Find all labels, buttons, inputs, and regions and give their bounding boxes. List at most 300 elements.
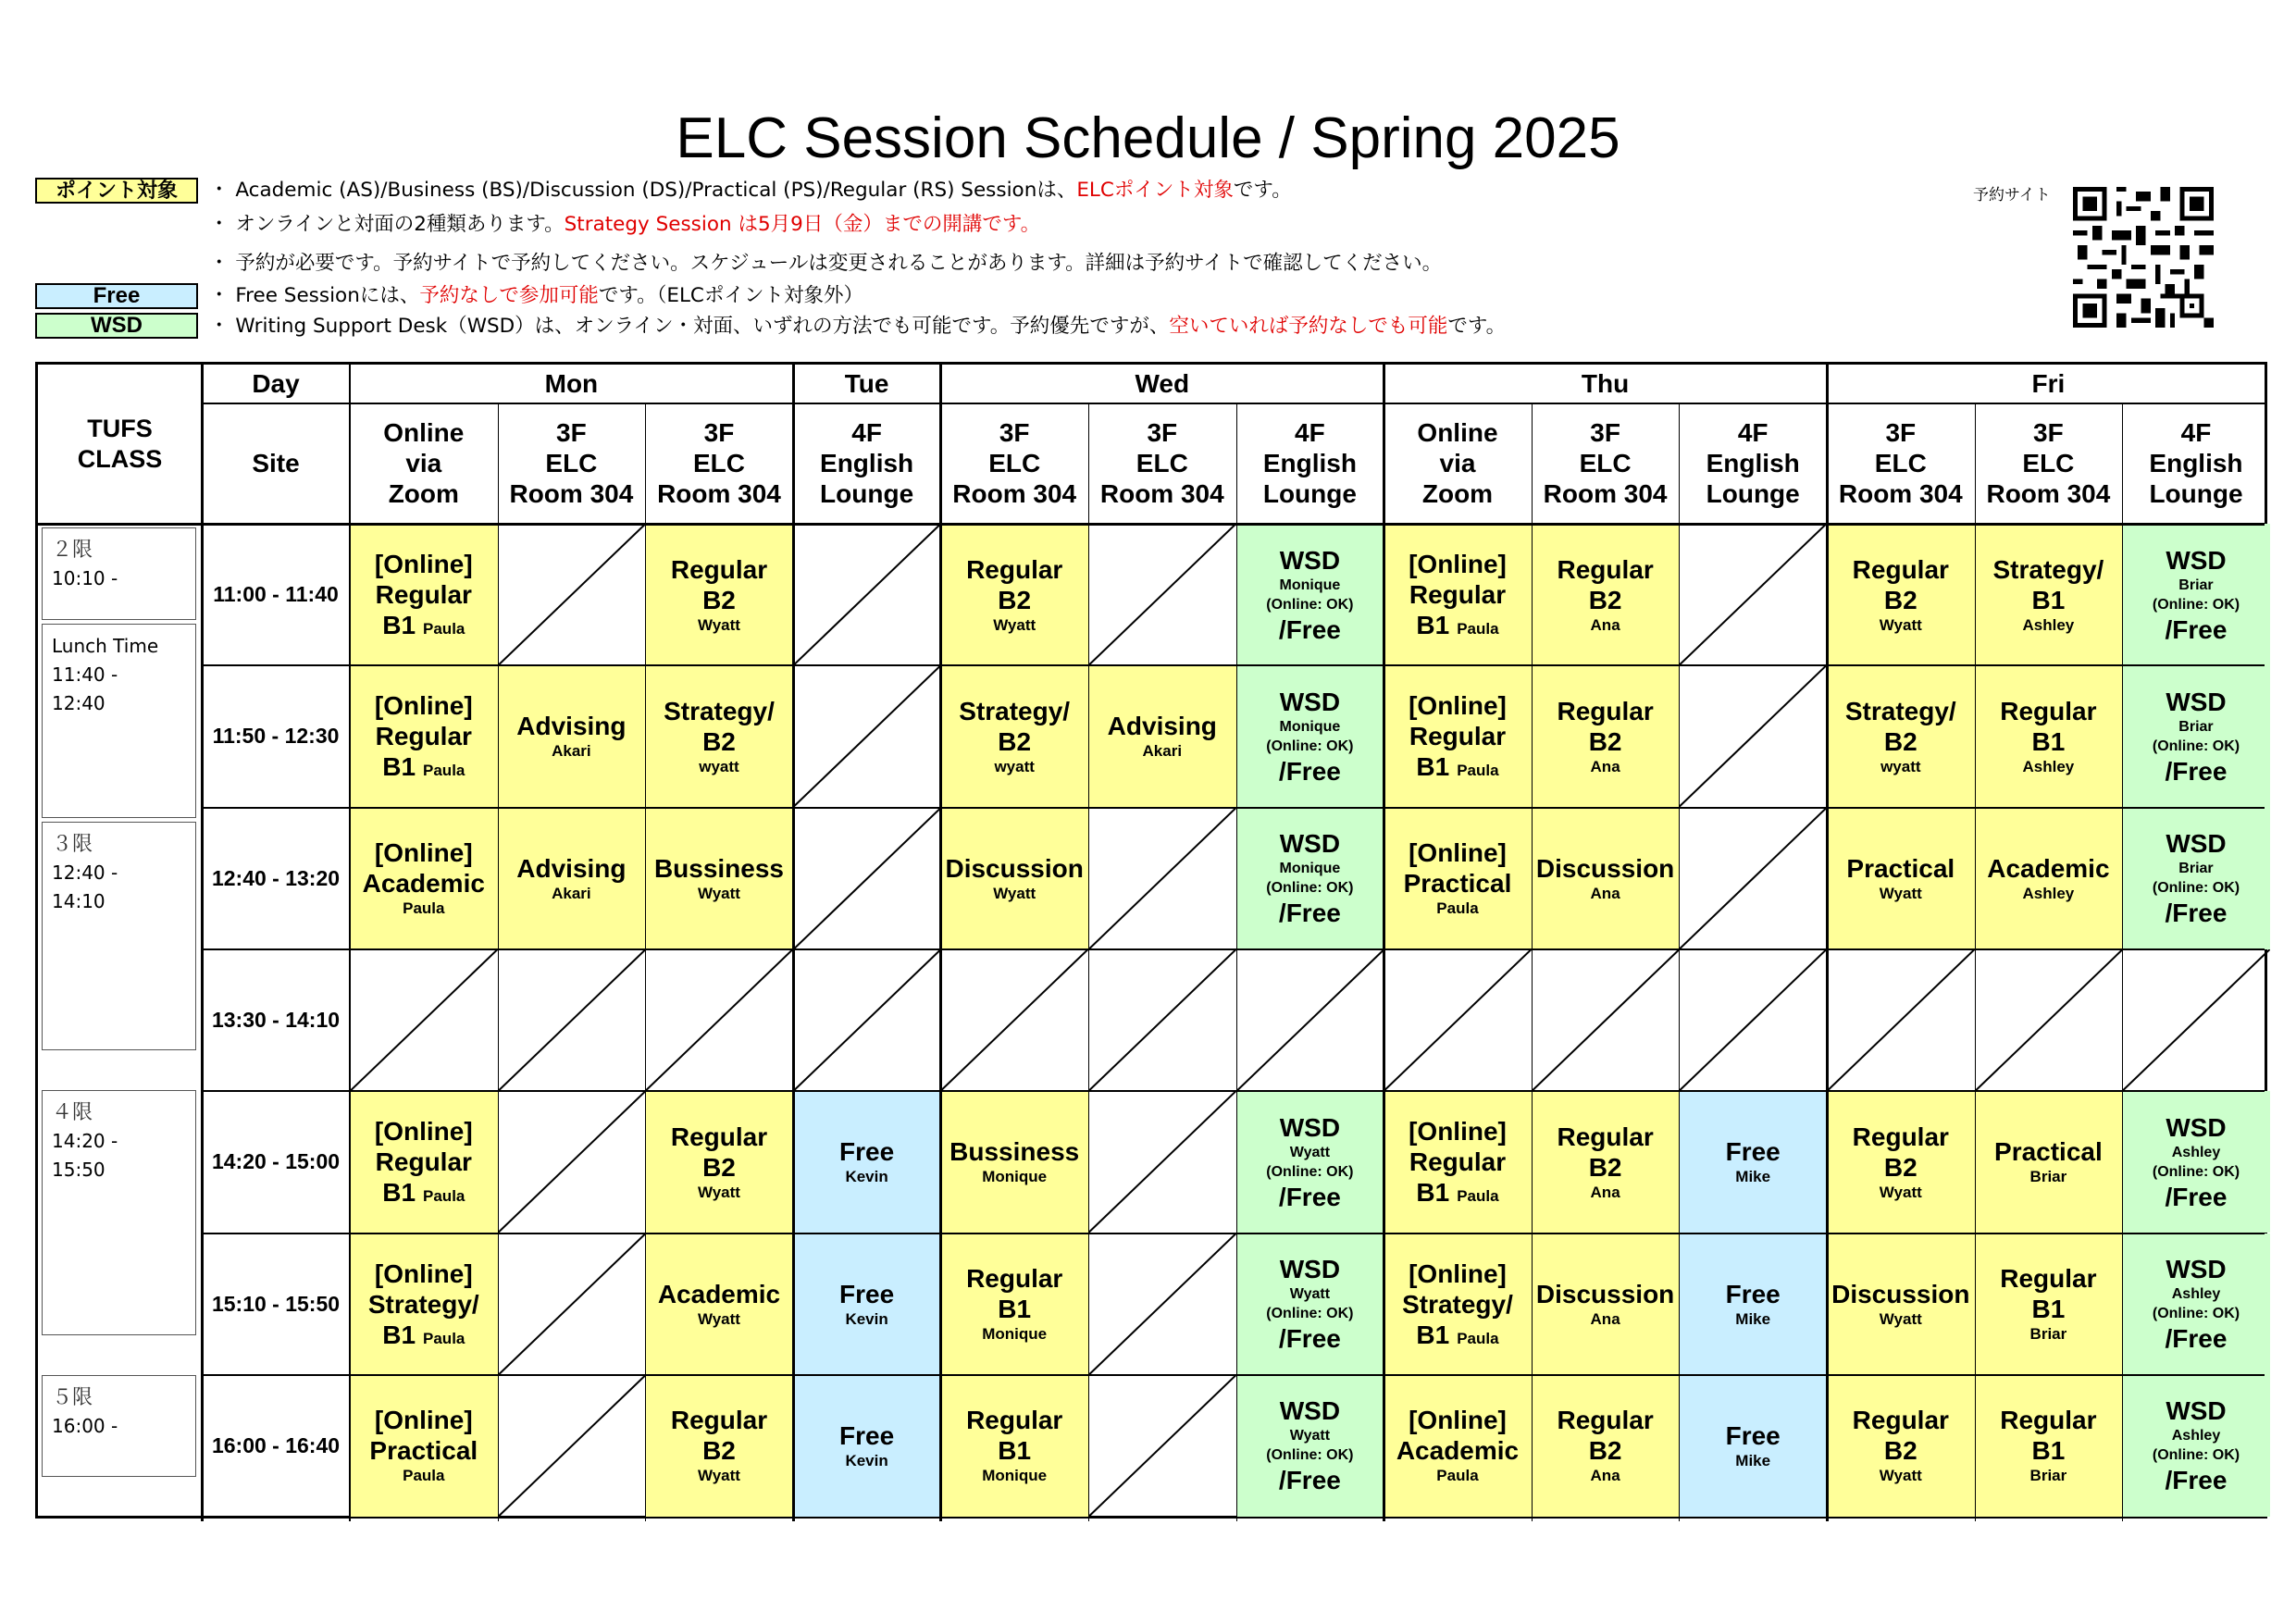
session-cell[interactable]	[645, 665, 793, 807]
col-divider	[1826, 365, 1829, 1521]
wsd-title: WSD	[1279, 1112, 1341, 1142]
session-cell[interactable]	[1975, 1233, 2123, 1375]
session-cell[interactable]	[645, 1233, 793, 1375]
diagonal-slash-icon	[793, 665, 941, 807]
wsd-free: /Free	[1278, 614, 1341, 644]
note-points: ・ Academic (AS)/Business (BS)/Discussion (DS)/Practical (PS)/Regular (RS) Sessionは、ELCポイント対象です。	[209, 179, 1292, 202]
session-label: B2	[1588, 726, 1622, 756]
empty-slot	[1088, 1375, 1236, 1517]
session-label: Regular	[1852, 554, 1949, 584]
diagonal-slash-icon	[498, 1233, 646, 1375]
time-label: 13:30 - 14:10	[211, 1008, 341, 1033]
staff-name: Kevin	[845, 1309, 888, 1328]
wsd-online: (Online: OK)	[1266, 1447, 1354, 1464]
site-line: 3F	[2033, 418, 2064, 447]
staff-name: Wyatt	[993, 615, 1036, 634]
session-label: Regular	[375, 1147, 472, 1177]
session-cell[interactable]	[1384, 1091, 1532, 1233]
session-label: [Online]	[374, 1258, 473, 1288]
session-cell[interactable]	[1827, 1091, 1975, 1233]
schedule-table	[35, 362, 2267, 1519]
site-line: 4F	[1737, 418, 1769, 447]
row-divider	[202, 1233, 2265, 1234]
staff-name: Paula	[423, 762, 465, 780]
session-cell[interactable]	[2122, 1233, 2270, 1375]
session-cell[interactable]	[1236, 1375, 1384, 1517]
col-divider	[1532, 403, 1533, 1521]
time-slot	[202, 524, 350, 665]
session-label: B2	[998, 585, 1032, 614]
legend-points: ポイント対象	[35, 178, 198, 204]
session-label: Strategy/	[1402, 1289, 1513, 1319]
qr-code-icon[interactable]	[2073, 187, 2214, 328]
wsd-title: WSD	[1279, 1396, 1341, 1426]
staff-name: Monique	[1279, 718, 1341, 735]
site-line: English	[1706, 449, 1800, 477]
session-cell[interactable]	[2122, 808, 2270, 949]
time-slot	[202, 808, 350, 949]
day-header-thu	[1384, 365, 1827, 403]
staff-name: Wyatt	[697, 615, 740, 634]
staff-name: Paula	[403, 899, 445, 918]
staff-name: Paula	[403, 1467, 445, 1485]
time-label: 16:00 - 16:40	[211, 1432, 341, 1457]
wsd-online: (Online: OK)	[1266, 596, 1354, 613]
staff-name: Wyatt	[1879, 884, 1922, 902]
session-cell[interactable]	[1532, 524, 1680, 665]
session-label: Regular	[2000, 1406, 2097, 1435]
staff-name: Wyatt	[1879, 615, 1922, 634]
site-line: Online	[1417, 418, 1498, 447]
session-label: Regular	[1557, 1122, 1654, 1151]
staff-name: Wyatt	[1289, 1286, 1331, 1303]
session-cell[interactable]	[1827, 524, 1975, 665]
session-level	[382, 751, 465, 782]
session-label: B2	[702, 1152, 736, 1182]
wsd-online: (Online: OK)	[1266, 1163, 1354, 1180]
session-cell[interactable]	[1384, 808, 1532, 949]
session-cell[interactable]	[1384, 665, 1532, 807]
day-header-fri	[1827, 365, 2270, 403]
session-cell[interactable]	[1384, 524, 1532, 665]
session-cell[interactable]	[1827, 1233, 1975, 1375]
staff-name: Ashley	[2171, 1144, 2221, 1160]
period-label: ４限	[52, 1101, 93, 1124]
session-label: [Online]	[374, 550, 473, 579]
session-label: Bussiness	[949, 1137, 1080, 1167]
session-cell[interactable]	[1975, 665, 2123, 807]
session-label: Regular	[375, 722, 472, 751]
wsd-online: (Online: OK)	[2152, 596, 2240, 613]
wsd-online: (Online: OK)	[2152, 880, 2240, 897]
diagonal-slash-icon	[1088, 1375, 1236, 1517]
session-cell[interactable]	[1975, 1091, 2123, 1233]
session-cell[interactable]	[645, 808, 793, 949]
site-header-1	[498, 403, 646, 524]
empty-slot	[793, 949, 941, 1091]
row-divider	[202, 1374, 2265, 1376]
session-cell[interactable]	[793, 1091, 941, 1233]
session-label: B1	[998, 1436, 1032, 1466]
staff-name: Briar	[2178, 718, 2214, 735]
site-line: 3F	[1885, 418, 1917, 447]
site-line: ELC	[545, 449, 598, 477]
session-label: Strategy/	[367, 1289, 479, 1319]
empty-slot	[1088, 808, 1236, 949]
note-reservation: ・ 予約が必要です。予約サイトで予約してください。スケジュールは変更されることがあります。詳細は予約サイトで確認してください。	[209, 252, 1443, 275]
empty-slot	[1236, 949, 1384, 1091]
session-label: [Online]	[1409, 838, 1507, 868]
session-label: Regular	[670, 554, 768, 584]
wsd-free: /Free	[1278, 1324, 1341, 1354]
session-label: Practical	[369, 1436, 478, 1466]
session-cell[interactable]	[2122, 665, 2270, 807]
day-name: Wed	[1135, 369, 1190, 398]
session-label: B2	[702, 1436, 736, 1466]
day-label: Day	[252, 369, 300, 398]
site-line: 4F	[2180, 418, 2212, 447]
session-label: Regular	[2000, 696, 2097, 725]
col-divider	[645, 403, 646, 1521]
wsd-title: WSD	[2166, 1396, 2227, 1426]
session-cell[interactable]	[2122, 1091, 2270, 1233]
session-cell[interactable]	[645, 1091, 793, 1233]
staff-name: Ashley	[2022, 757, 2075, 775]
level-text: B1	[1416, 1320, 1450, 1349]
session-cell[interactable]	[2122, 1375, 2270, 1517]
session-cell[interactable]	[1236, 1091, 1384, 1233]
time-label: 11:50 - 12:30	[212, 724, 340, 749]
staff-name: Akari	[1142, 742, 1183, 761]
session-cell[interactable]	[498, 808, 646, 949]
site-header-7	[1384, 403, 1532, 524]
session-cell[interactable]	[1236, 665, 1384, 807]
diagonal-slash-icon	[1679, 949, 1827, 1091]
session-level	[382, 610, 465, 640]
session-label: Discussion	[945, 853, 1084, 883]
session-level	[1416, 1177, 1498, 1208]
wsd-online: (Online: OK)	[1266, 1306, 1354, 1322]
staff-name: Ashley	[2171, 1428, 2221, 1444]
period-time: Lunch Time 11:40 - 12:40	[52, 635, 159, 714]
staff-name: Ana	[1590, 1183, 1620, 1201]
site-line: 3F	[1590, 418, 1620, 447]
session-label: B2	[1883, 1152, 1917, 1182]
staff-name: Paula	[423, 1187, 465, 1206]
staff-name: Wyatt	[1879, 1183, 1922, 1201]
session-cell[interactable]	[793, 1233, 941, 1375]
session-cell[interactable]	[1679, 1375, 1827, 1517]
period-label: ２限	[52, 539, 93, 562]
empty-slot	[793, 665, 941, 807]
session-cell[interactable]	[940, 1233, 1088, 1375]
session-label: Free	[1725, 1420, 1781, 1450]
session-label: B2	[702, 585, 736, 614]
session-label: B2	[702, 726, 736, 756]
session-cell[interactable]	[645, 524, 793, 665]
time-slot	[202, 1091, 350, 1233]
wsd-online: (Online: OK)	[1266, 738, 1354, 754]
tufs-class-period	[42, 822, 196, 1050]
wsd-title: WSD	[2166, 545, 2227, 575]
session-label: [Online]	[1409, 691, 1507, 721]
tufs-class-period	[42, 1090, 196, 1335]
session-cell[interactable]	[350, 1233, 498, 1375]
session-cell[interactable]	[1975, 808, 2123, 949]
session-label: [Online]	[1409, 1258, 1507, 1288]
staff-name: Paula	[1457, 620, 1499, 638]
diagonal-slash-icon	[1827, 949, 1975, 1091]
site-line: Room 304	[1838, 479, 1963, 508]
empty-slot	[1679, 524, 1827, 665]
site-line: ELC	[1579, 449, 1632, 477]
site-line: Room 304	[509, 479, 634, 508]
wsd-title: WSD	[2166, 829, 2227, 859]
session-cell[interactable]	[1827, 1375, 1975, 1517]
session-label: Regular	[1557, 696, 1654, 725]
site-line: Online	[383, 418, 465, 447]
empty-slot	[498, 1233, 646, 1375]
diagonal-slash-icon	[645, 949, 793, 1091]
session-label: B1	[2031, 585, 2066, 614]
session-cell[interactable]	[350, 665, 498, 807]
diagonal-slash-icon	[1975, 949, 2123, 1091]
session-cell[interactable]	[1679, 1091, 1827, 1233]
col-divider	[1679, 403, 1680, 1521]
col-divider	[2122, 403, 2123, 1521]
time-slot	[202, 665, 350, 807]
empty-slot	[498, 1375, 646, 1517]
session-cell[interactable]	[1827, 808, 1975, 949]
qr-label: 予約サイト	[1973, 186, 2051, 205]
staff-name: Ana	[1590, 1309, 1620, 1328]
time-slot	[202, 1375, 350, 1517]
empty-slot	[1088, 1091, 1236, 1233]
day-header	[202, 365, 350, 403]
session-cell[interactable]	[940, 808, 1088, 949]
site-line: English	[2149, 449, 2243, 477]
diagonal-slash-icon	[2122, 949, 2270, 1091]
session-label: [Online]	[1409, 550, 1507, 579]
header-divider	[202, 403, 2265, 404]
staff-name: Paula	[1457, 1187, 1499, 1206]
session-level	[1416, 1320, 1498, 1350]
session-level	[1416, 610, 1498, 640]
session-label: Free	[839, 1279, 895, 1308]
col-divider	[939, 365, 942, 1521]
site-line: Zoom	[1421, 479, 1494, 508]
session-label: [Online]	[374, 1406, 473, 1435]
day-header-wed	[940, 365, 1384, 403]
wsd-free: /Free	[2165, 756, 2228, 786]
wsd-title: WSD	[1279, 1255, 1341, 1284]
wsd-online: (Online: OK)	[2152, 1447, 2240, 1464]
day-name: Thu	[1581, 369, 1630, 398]
session-label: B2	[1883, 726, 1917, 756]
empty-slot	[1679, 949, 1827, 1091]
wsd-title: WSD	[1279, 545, 1341, 575]
session-cell[interactable]	[940, 1091, 1088, 1233]
staff-name: Mike	[1735, 1168, 1771, 1186]
wsd-title: WSD	[1279, 829, 1341, 859]
day-header-tue	[793, 365, 941, 403]
session-label: B1	[2031, 1436, 2066, 1466]
wsd-online: (Online: OK)	[1266, 880, 1354, 897]
session-cell[interactable]	[1088, 665, 1236, 807]
session-cell[interactable]	[1384, 1233, 1532, 1375]
wsd-title: WSD	[1279, 687, 1341, 716]
legend-free: Free	[35, 283, 198, 309]
level-text: B1	[1416, 611, 1450, 640]
session-cell[interactable]	[2122, 524, 2270, 665]
wsd-free: /Free	[1278, 1182, 1341, 1211]
diagonal-slash-icon	[793, 808, 941, 949]
session-cell[interactable]	[350, 1091, 498, 1233]
session-label: B2	[998, 726, 1032, 756]
col-divider	[1236, 403, 1237, 1521]
site-line: ELC	[2022, 449, 2075, 477]
wsd-online: (Online: OK)	[2152, 1163, 2240, 1180]
session-cell[interactable]	[1236, 808, 1384, 949]
site-header-9	[1679, 403, 1827, 524]
session-label: Practical	[1846, 853, 1955, 883]
empty-slot	[1532, 949, 1680, 1091]
session-cell[interactable]	[1532, 1375, 1680, 1517]
class-col-divider	[201, 365, 204, 1521]
staff-name: Mike	[1735, 1451, 1771, 1469]
level-text: B1	[1416, 752, 1450, 782]
site-header-0	[350, 403, 498, 524]
wsd-free: /Free	[2165, 899, 2228, 928]
site-line: Room 304	[952, 479, 1077, 508]
site-line: 4F	[851, 418, 882, 447]
empty-slot	[1384, 949, 1532, 1091]
site-header-4	[940, 403, 1088, 524]
session-label: Strategy/	[1844, 696, 1956, 725]
site-line: English	[1262, 449, 1357, 477]
site-line: ELC	[1874, 449, 1927, 477]
session-cell[interactable]	[940, 524, 1088, 665]
wsd-title: WSD	[2166, 1112, 2227, 1142]
session-label: [Online]	[1409, 1117, 1507, 1147]
row-divider	[202, 1090, 2265, 1092]
session-cell[interactable]	[793, 1375, 941, 1517]
wsd-free: /Free	[2165, 614, 2228, 644]
session-label: Advising	[1107, 712, 1217, 741]
empty-slot	[1679, 808, 1827, 949]
session-cell[interactable]	[940, 665, 1088, 807]
session-label: Discussion	[1831, 1279, 1970, 1308]
site-line: 3F	[1147, 418, 1178, 447]
staff-name: Paula	[1457, 762, 1499, 780]
wsd-free: /Free	[1278, 756, 1341, 786]
site-header-6	[1236, 403, 1384, 524]
tufs-class-label: TUFS CLASS	[77, 415, 163, 473]
empty-slot	[2122, 949, 2270, 1091]
diagonal-slash-icon	[1088, 1233, 1236, 1375]
session-label: Regular	[1409, 580, 1507, 610]
diagonal-slash-icon	[1088, 808, 1236, 949]
session-label: Practical	[1994, 1137, 2103, 1167]
col-divider	[1383, 365, 1385, 1521]
diagonal-slash-icon	[1088, 1091, 1236, 1233]
staff-name: Wyatt	[697, 1467, 740, 1485]
session-cell[interactable]	[350, 1375, 498, 1517]
site-line: Lounge	[2149, 479, 2243, 508]
staff-name: Wyatt	[993, 884, 1036, 902]
staff-name: Briar	[2029, 1325, 2067, 1344]
session-label: Advising	[516, 853, 627, 883]
diagonal-slash-icon	[793, 949, 941, 1091]
time-label: 12:40 - 13:20	[211, 865, 341, 890]
staff-name: Paula	[423, 1329, 465, 1347]
staff-name: Wyatt	[697, 1309, 740, 1328]
site-line: Lounge	[1706, 479, 1800, 508]
session-cell[interactable]	[1827, 665, 1975, 807]
staff-name: Paula	[1436, 1467, 1479, 1485]
session-cell[interactable]	[1532, 808, 1680, 949]
staff-name: Wyatt	[1289, 1144, 1331, 1160]
site-line: 3F	[999, 418, 1030, 447]
session-cell[interactable]	[1236, 1233, 1384, 1375]
session-cell[interactable]	[1679, 1233, 1827, 1375]
session-cell[interactable]	[350, 808, 498, 949]
session-label: Regular	[1557, 1406, 1654, 1435]
staff-name: Monique	[982, 1168, 1048, 1186]
staff-name: Ana	[1590, 615, 1620, 634]
wsd-title: WSD	[2166, 1255, 2227, 1284]
session-label: Regular	[1409, 1147, 1507, 1177]
day-header-mon	[350, 365, 793, 403]
session-label: Regular	[1409, 722, 1507, 751]
session-cell[interactable]	[1532, 1091, 1680, 1233]
session-cell[interactable]	[1236, 524, 1384, 665]
note-wsd: ・ Writing Support Desk（WSD）は、オンライン・対面、いずれの方法でも可能です。予約優先ですが、空いていれば予約なしでも可能です。	[209, 315, 1507, 338]
empty-slot	[498, 1091, 646, 1233]
staff-name: Ana	[1590, 884, 1620, 902]
session-label: [Online]	[1409, 1406, 1507, 1435]
staff-name: Paula	[423, 620, 465, 638]
diagonal-slash-icon	[498, 524, 646, 665]
empty-slot	[498, 949, 646, 1091]
staff-name: Wyatt	[697, 884, 740, 902]
session-cell[interactable]	[1532, 1233, 1680, 1375]
session-cell[interactable]	[1975, 1375, 2123, 1517]
session-label: B2	[1588, 1152, 1622, 1182]
session-cell[interactable]	[498, 665, 646, 807]
session-label: Academic	[1987, 853, 2110, 883]
site-line: Room 304	[1986, 479, 2111, 508]
diagonal-slash-icon	[1088, 949, 1236, 1091]
header-bottom	[38, 523, 2265, 526]
session-cell[interactable]	[1384, 1375, 1532, 1517]
session-cell[interactable]	[1975, 524, 2123, 665]
empty-slot	[1679, 665, 1827, 807]
level-text: B1	[382, 1320, 416, 1349]
session-cell[interactable]	[350, 524, 498, 665]
day-name: Mon	[544, 369, 599, 398]
staff-name: Ana	[1590, 1467, 1620, 1485]
empty-slot	[940, 949, 1088, 1091]
site-line: 3F	[703, 418, 735, 447]
tufs-class-period	[42, 527, 196, 620]
session-cell[interactable]	[940, 1375, 1088, 1517]
session-cell[interactable]	[645, 1375, 793, 1517]
session-label: Academic	[1396, 1436, 1520, 1466]
empty-slot	[1088, 524, 1236, 665]
diagonal-slash-icon	[1679, 808, 1827, 949]
session-cell[interactable]	[1532, 665, 1680, 807]
